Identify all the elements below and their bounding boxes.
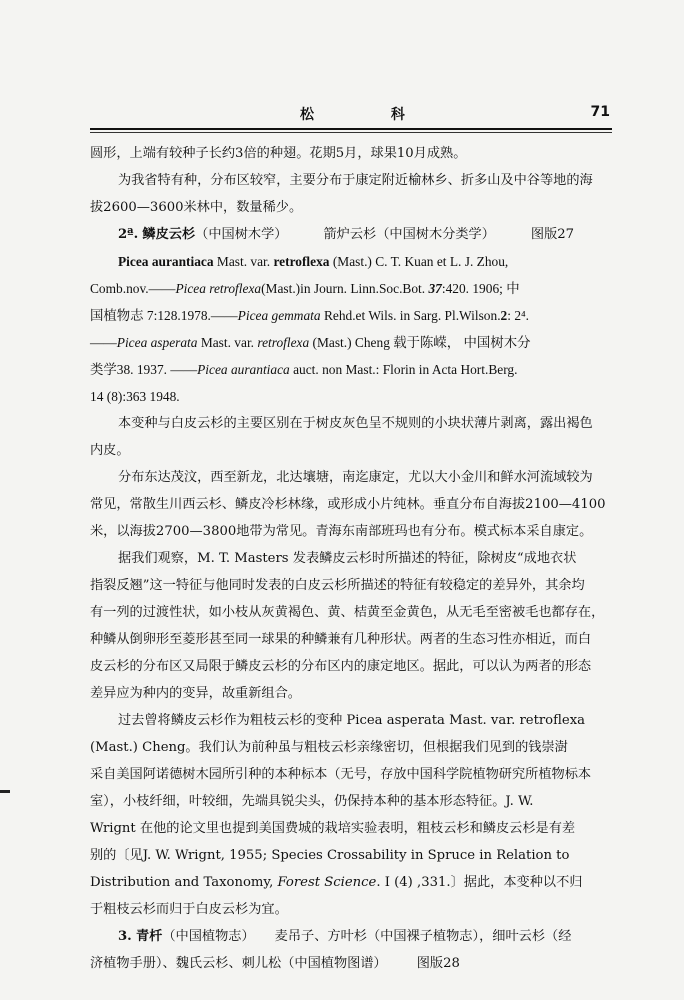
running-header [90, 104, 610, 126]
running-title: 松 科 [300, 107, 441, 123]
latin-text: 类学38. 1937. —— [90, 362, 198, 377]
text-line: 为我省特有种，分布区较窄，主要分布于康定附近榆林乡、折多山及中谷等地的海 [118, 173, 593, 188]
text-line: 有一列的过渡性状，如小枝从灰黄褐色、黄、桔黄至金黄色，从无毛至密被毛也都存在， [90, 605, 605, 620]
latin-text: Comb.nov.—— [90, 281, 176, 296]
scan-edge-mark [0, 790, 10, 793]
synonymy-line [90, 302, 618, 329]
latin-text: Mast. var. [197, 335, 258, 350]
text-line: 采自美国阿诺德树木园所引种的本种标本（无号，存放中国科学院植物研究所植物标本 [90, 767, 592, 782]
text-line: 皮云杉的分布区又局限于鳞皮云杉的分布区内的康定地区。据此，可以认为两者的形态 [90, 659, 592, 674]
latin-name: Picea asperata [116, 335, 198, 350]
journal-name: Forest Science [277, 875, 377, 890]
latin-name: Picea retroflexa [175, 281, 262, 296]
text-line: 内皮。 [90, 443, 130, 458]
latin-text: . I (4) ,331.〕据此，本变种以不归 [376, 875, 583, 890]
latin-name: Picea gemmata [237, 308, 321, 323]
synonymy-line: 14 (8):363 1948. [90, 389, 180, 404]
text-line: 指裂反翘”这一特征与他同时发表的白皮云杉所描述的特征有较稳定的差异外，其余均 [90, 578, 585, 593]
page-number: 71 [590, 104, 610, 120]
latin-name: Picea aurantiaca [118, 254, 214, 269]
latin-name: retroflexa [273, 254, 330, 269]
latin-text: (Mast.) C. T. Kuan et L. J. Zhou, [329, 254, 509, 269]
text-line: (Mast.) Cheng。我们认为前种虽与粗枝云杉亲缘密切，但根据我们见到的钱崇澍 [90, 740, 568, 755]
text-line: 种鳞从倒卵形至菱形甚至同一球果的种鳞兼有几种形状。两者的生态习性亦相近，而白 [90, 632, 592, 647]
latin-text: : 2⁴. [507, 308, 530, 323]
text-line [90, 950, 618, 977]
text-line: 过去曾将鳞皮云杉作为粗枝云杉的变种 Picea asperata Mast. var. retroflexa [118, 713, 586, 728]
synonymy-line [90, 356, 618, 383]
latin-name: retroflexa [257, 335, 310, 350]
latin-text: (Mast.)in Journ. Linn.Soc.Bot. [261, 281, 429, 296]
latin-text: Distribution and Taxonomy, [90, 875, 278, 890]
taxon-name: 鳞皮云杉 [142, 227, 196, 242]
text-line: 室），小枝纤细，叶较细，先端具锐尖头，仍保持本种的基本形态特征。J. W. [90, 794, 534, 809]
latin-text: —— [90, 335, 117, 350]
text-line: 拔2600—3600米林中，数量稀少。 [90, 200, 303, 215]
plate-ref: 图版27 [530, 227, 575, 242]
taxon-name: 青杄 [135, 929, 163, 944]
volume-number: 37 [428, 281, 442, 296]
latin-text: 国植物志 7:128.1978.—— [90, 308, 238, 323]
taxon-synonym: 箭炉云杉（中国树木分类学） [323, 227, 495, 242]
text-line: 据我们观察，M. T. Masters 发表鳞皮云杉时所描述的特征，除树皮“成地衣状 [118, 551, 577, 566]
text-line: 差异应为种内的变异，故重新组合。 [90, 686, 301, 701]
latin-text: (Mast.) Cheng 载于陈嵘， 中国树木分 [309, 335, 531, 350]
text-line: Wrignt 在他的论文里也提到美国费城的栽培实验表明，粗枝云杉和鳞皮云杉是有差 [90, 821, 576, 836]
text-line: 分布东达茂汶，西至新龙，北达壤塘，南迄康定，尤以大小金川和鲜水河流域较为 [118, 470, 593, 485]
header-rule [90, 128, 612, 130]
text-line: 本变种与白皮云杉的主要区别在于树皮灰色呈不规则的小块状薄片剥离，露出褐色 [118, 416, 593, 431]
header-rule-thin [90, 132, 612, 133]
latin-text: Rehd.et Wils. in Sarg. Pl.Wilson. [320, 308, 501, 323]
latin-name: Picea aurantiaca [197, 362, 290, 377]
synonymy-line [90, 329, 618, 356]
text-line: 别的〔见J. W. Wrignt, 1955; Species Crossability in Spruce in Relation to [90, 848, 570, 863]
plate-ref: 图版28 [416, 956, 460, 971]
text-line: 圆形，上端有较种子长约3倍的种翅。花期5月，球果10月成熟。 [90, 146, 467, 161]
latin-text: Mast. var. [213, 254, 274, 269]
taxon-heading-3 [90, 923, 618, 950]
latin-text: :420. 1906; 中 [441, 281, 520, 296]
text-line [90, 869, 618, 896]
text-line: 于粗枝云杉而归于白皮云杉为宜。 [90, 902, 288, 917]
taxon-source: （中国植物志） [162, 929, 255, 944]
taxon-number: 3. [118, 929, 132, 944]
taxon-synonym: 济植物手册）、魏氏云杉、刺儿松（中国植物图谱） [90, 956, 387, 971]
latin-text: auct. non Mast.: Florin in Acta Hort.Berg. [289, 362, 518, 377]
taxon-synonym: 麦吊子、方叶杉（中国裸子植物志），细叶云杉（经 [274, 929, 572, 944]
taxon-heading-2a [90, 221, 618, 248]
taxon-source: （中国树木学） [195, 227, 288, 242]
volume-number: 2 [500, 308, 508, 323]
synonymy-line [90, 248, 618, 275]
page-body [90, 140, 618, 977]
text-line: 米，以海拔2700—3800地带为常见。青海东南部班玛也有分布。模式标本采自康定。 [90, 524, 593, 539]
text-line: 常见，常散生川西云杉、鳞皮冷杉林缘，或形成小片纯林。垂直分布自海拔2100—4100 [90, 497, 606, 512]
synonymy-line [90, 275, 618, 302]
taxon-number: 2ª. [118, 227, 139, 242]
